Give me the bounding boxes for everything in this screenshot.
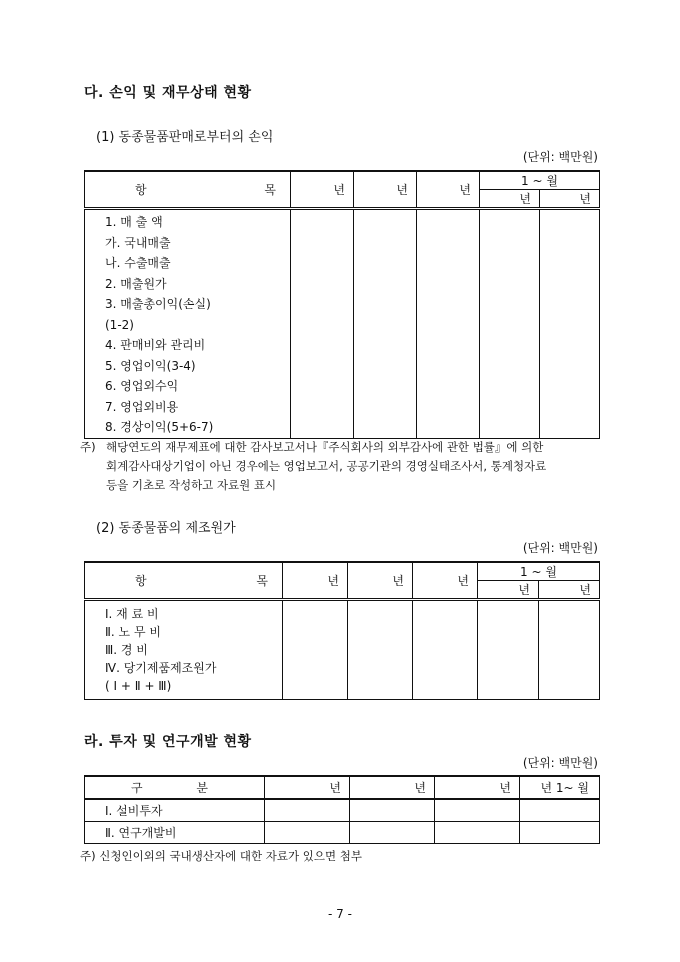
list-item: (1-2) bbox=[105, 317, 134, 332]
data-cell bbox=[435, 821, 520, 843]
list-item: Ⅱ. 노 무 비 bbox=[105, 625, 161, 639]
row-label: Ⅱ. 연구개발비 bbox=[85, 821, 265, 843]
list-item: 2. 매출원가 bbox=[105, 276, 167, 291]
header-item: 항 목 bbox=[85, 171, 291, 209]
table-row bbox=[85, 821, 600, 843]
note1-label: 주) bbox=[80, 440, 96, 454]
data-cell bbox=[354, 209, 417, 439]
data-cell bbox=[480, 209, 540, 439]
data-cell bbox=[283, 600, 348, 700]
list-item: 8. 경상이익(5+6-7) bbox=[105, 420, 214, 434]
data-cell bbox=[520, 821, 600, 843]
data-cell bbox=[413, 600, 478, 700]
table1-subtitle: (1) 동종물품판매로부터의 손익 bbox=[96, 130, 274, 145]
section-title-da: 다. 손익 및 재무상태 현황 bbox=[84, 85, 252, 101]
list-item: 6. 영업외수익 bbox=[105, 379, 179, 393]
list-item: 가. 국내매출 bbox=[105, 235, 171, 250]
items-cell bbox=[85, 600, 283, 700]
header-item: 항 목 bbox=[85, 562, 283, 600]
section-title-ra: 라. 투자 및 연구개발 현황 bbox=[84, 734, 252, 750]
note1 bbox=[80, 438, 600, 495]
data-cell bbox=[539, 600, 600, 700]
list-item: ( Ⅰ + Ⅱ + Ⅲ) bbox=[105, 679, 172, 693]
header-period-year-2: 년 bbox=[539, 581, 600, 600]
data-cell bbox=[540, 209, 600, 439]
list-item: Ⅳ. 당기제품제조원가 bbox=[105, 661, 217, 675]
items-cell bbox=[85, 209, 291, 439]
header-year-3: 년 bbox=[413, 562, 478, 600]
header-period-year-1: 년 bbox=[480, 190, 540, 209]
data-cell bbox=[265, 821, 350, 843]
table-row bbox=[85, 799, 600, 821]
row-label: Ⅰ. 설비투자 bbox=[85, 799, 265, 821]
note1-line: 등을 기초로 작성하고 자료원 표시 bbox=[106, 478, 277, 492]
data-cell bbox=[350, 799, 435, 821]
header-period: 1 ~ 월 bbox=[480, 171, 600, 190]
header-year-1: 년 bbox=[283, 562, 348, 600]
data-cell bbox=[435, 799, 520, 821]
list-item: 5. 영업이익(3-4) bbox=[105, 358, 196, 373]
data-cell bbox=[265, 799, 350, 821]
header-period-year-1: 년 bbox=[478, 581, 539, 600]
data-cell bbox=[520, 799, 600, 821]
list-item: 나. 수출매출 bbox=[105, 256, 171, 270]
table2-subtitle: (2) 동종물품의 제조원가 bbox=[96, 521, 236, 536]
list-item: Ⅰ. 재 료 비 bbox=[105, 607, 159, 621]
table1-unit: (단위: 백만원) bbox=[522, 150, 598, 164]
note1-line: 해당연도의 재무제표에 대한 감사보고서나『주식회사의 외부감사에 관한 법률』에 의한 bbox=[106, 440, 544, 454]
header-period: 년 1~ 월 bbox=[520, 776, 600, 799]
profit-loss-table bbox=[84, 170, 600, 439]
table2-unit: (단위: 백만원) bbox=[522, 541, 598, 555]
header-year-1: 년 bbox=[291, 171, 354, 209]
data-cell bbox=[478, 600, 539, 700]
list-item: 1. 매 출 액 bbox=[105, 215, 163, 229]
header-period-year-2: 년 bbox=[540, 190, 600, 209]
header-year-2: 년 bbox=[348, 562, 413, 600]
list-item: 4. 판매비와 관리비 bbox=[105, 338, 206, 352]
header-category: 구 분 bbox=[85, 776, 265, 799]
page-number: - 7 - bbox=[328, 907, 352, 921]
list-item: 7. 영업외비용 bbox=[105, 399, 179, 414]
data-cell bbox=[348, 600, 413, 700]
manufacturing-cost-table bbox=[84, 561, 600, 700]
header-year-2: 년 bbox=[350, 776, 435, 799]
list-item: Ⅲ. 경 비 bbox=[105, 643, 148, 657]
header-year-1: 년 bbox=[265, 776, 350, 799]
header-year-3: 년 bbox=[417, 171, 480, 209]
list-item: 3. 매출총이익(손실) bbox=[105, 297, 211, 311]
header-period: 1 ~ 월 bbox=[478, 562, 600, 581]
data-cell bbox=[417, 209, 480, 439]
investment-table bbox=[84, 775, 600, 844]
note2: 주) 신청인이외의 국내생산자에 대한 자료가 있으면 첨부 bbox=[80, 849, 362, 863]
header-year-3: 년 bbox=[435, 776, 520, 799]
note1-line: 회계감사대상기업이 아닌 경우에는 영업보고서, 공공기관의 경영실태조사서, 통계청자료 bbox=[106, 459, 547, 473]
section-ra-unit: (단위: 백만원) bbox=[522, 756, 598, 770]
header-year-2: 년 bbox=[354, 171, 417, 209]
data-cell bbox=[291, 209, 354, 439]
data-cell bbox=[350, 821, 435, 843]
